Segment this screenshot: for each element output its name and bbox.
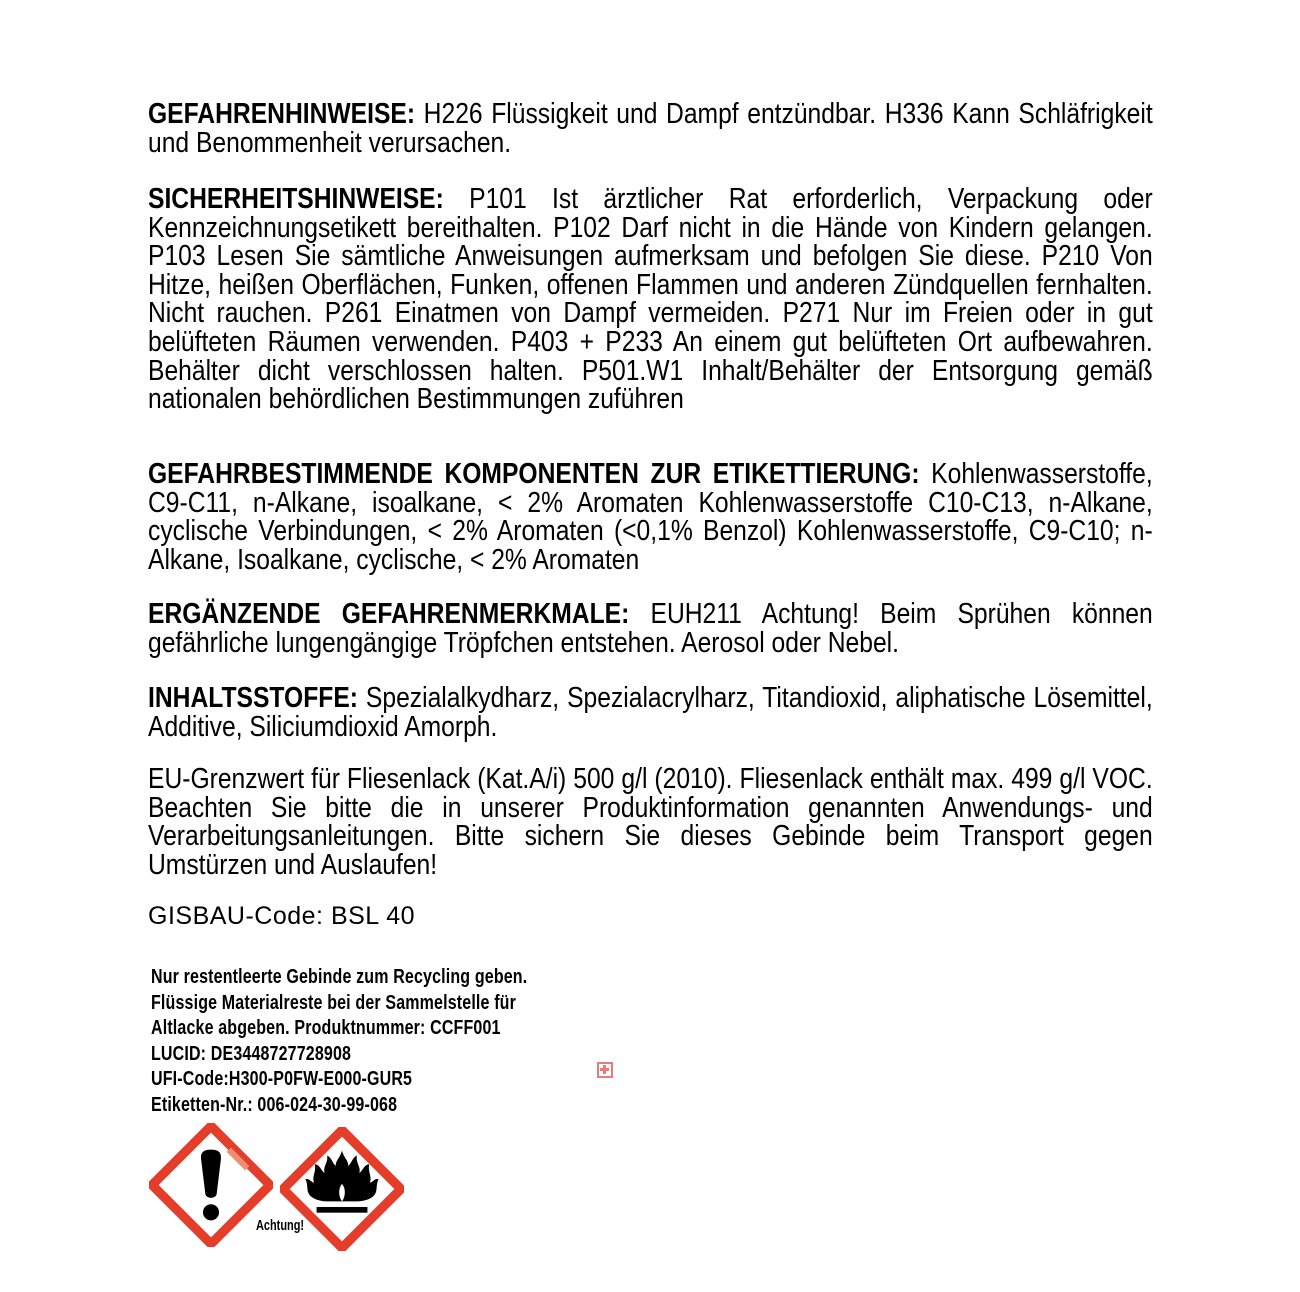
small-print-block [151, 965, 663, 1119]
small-print-line: Etiketten-Nr.: 006-024-30-99-068 [151, 1093, 398, 1116]
section-heading: GEFAHRENHINWEISE: [148, 98, 416, 130]
section-hazard-statements [148, 100, 1153, 157]
small-print-line: LUCID: DE3448727728908 [151, 1042, 352, 1065]
section-eu-voc-limit [148, 765, 1153, 879]
small-print-line: Altlacke abgeben. Produktnummer: CCFF001 [151, 1017, 501, 1040]
mark-plus-vertical [603, 1065, 606, 1074]
small-print-line: UFI-Code:H300-P0FW-E000-GUR5 [151, 1068, 413, 1091]
print-registration-mark-icon [597, 1062, 613, 1078]
section-body: EUH211 Achtung! Beim Sprühen können gefährliche lungengängige Tröpfchen entstehen. Aerosol oder Nebel. [148, 598, 1153, 659]
section-heading: SICHERHEITSHINWEISE: [148, 183, 444, 215]
section-body: H226 Flüssigkeit und Dampf entzündbar. H336 Kann Schläfrigkeit und Benommenheit verursachen. [148, 98, 1153, 159]
section-body: P101 Ist ärztlicher Rat erforderlich, Verpackung oder Kennzeichnungsetikett bereithalten. P102 Darf nicht in die Hände von Kindern gelangen. P103 Lesen Sie sämtliche Anweisungen aufmerksam und befolgen Sie diese. P210 Von Hitze, heißen Oberflächen, Funken, offenen Flammen und anderen Zündquellen fernhalten. Nicht rauchen. P261 Einatmen von Dampf vermeiden. P271 Nur im Freien oder in gut belüfteten Räumen verwenden. P403 + P233 An einem gut belüfteten Ort aufbewahren. Behälter dicht verschlossen halten. P501.W1 Inhalt/Behälter der Entsorgung gemäß nationalen behördlichen Bestimmungen zuführen [148, 183, 1153, 416]
section-heading: INHALTSSTOFFE: [148, 682, 358, 714]
section-heading: GEFAHRBESTIMMENDE KOMPONENTEN ZUR ETIKETTIERUNG: [148, 458, 920, 490]
section-heading: ERGÄNZENDE GEFAHRENMERKMALE: [148, 598, 630, 630]
gisbau-code-line: GISBAU-Code: BSL 40 [148, 902, 416, 930]
section-body: Spezialalkydharz, Spezialacrylharz, Titandioxid, aliphatische Lösemittel, Additive, Siliciumdioxid Amorph. [148, 682, 1153, 743]
section-supplemental-hazards [148, 600, 1153, 657]
section-precautionary-statements [148, 185, 1153, 414]
section-body: Kohlenwasserstoffe, C9-C11, n-Alkane, isoalkane, < 2% Aromaten Kohlenwasserstoffe C10-C13, n-Alkane, cyclische Verbindungen, < 2% Aromaten (<0,1% Benzol) Kohlenwasserstoffe, C9-C10; n-Alkane, Isoalkane, cyclische, < 2% Aromaten [148, 458, 1153, 576]
ghs07-exclamation-pictogram [149, 1123, 273, 1247]
small-print-line: Nur restentleerte Gebinde zum Recycling geben. [151, 966, 528, 988]
signal-word: Achtung! [256, 1217, 305, 1234]
small-print-line: Flüssige Materialreste bei der Sammelstelle für [151, 991, 516, 1014]
section-body: EU-Grenzwert für Fliesenlack (Kat.A/i) 500 g/l (2010). Fliesenlack enthält max. 499 g/l VOC. Beachten Sie bitte die in unserer Produktinformation genannten Anwendungs- und Verarbeitungsanleitungen. Bitte sichern Sie dieses Gebinde beim Transport gegen Umstürzen und Auslaufen! [148, 763, 1153, 881]
section-ingredients [148, 684, 1153, 741]
section-hazard-components [148, 460, 1153, 574]
